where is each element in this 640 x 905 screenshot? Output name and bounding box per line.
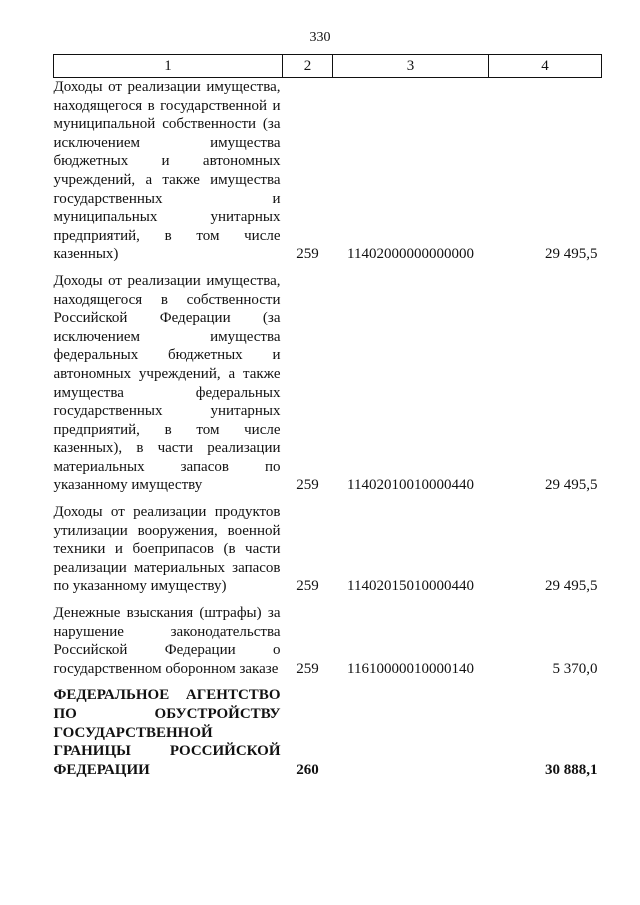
- agency-code: 260: [296, 761, 319, 778]
- row-code: 259: [296, 246, 319, 263]
- row-name: Доходы от реализации имущества, находящегося в государственной и муниципальной собственности (за исключением имущества бюджетных и автономных учреждений, а также имущества государственных и муниципальных унитарных предприятий, в том числе казенных): [53, 79, 281, 263]
- table-row: [54, 272, 602, 495]
- agency-total-row: [54, 686, 602, 779]
- row-amount: 5 370,0: [552, 660, 598, 677]
- row-amount: 29 495,5: [545, 578, 598, 595]
- row-name: Доходы от реализации имущества, находящегося в собственности Российской Федерации (за исключением имущества федеральных бюджетных и автономных учреждений, а также имущества федеральных государственных унитарных предприятий, в том числе казенных), в части реализации материальных запасов по указанному имуществу: [53, 272, 281, 494]
- row-amount: 29 495,5: [545, 246, 598, 263]
- header-col-1: 1: [54, 55, 283, 78]
- row-kbk: 11402015010000440: [347, 578, 474, 595]
- row-name: Доходы от реализации продуктов утилизации вооружения, военной техники и боеприпасов (в части реализации материальных запасов по указанному имуществу): [53, 504, 281, 595]
- row-code: 259: [296, 660, 319, 677]
- agency-kbk: [333, 686, 489, 779]
- table-header-row: [54, 55, 602, 78]
- row-kbk: 11402010010000440: [347, 477, 474, 494]
- table-row: [54, 503, 602, 596]
- table-row: [54, 78, 602, 264]
- row-kbk: 11610000010000140: [347, 660, 474, 677]
- header-col-3: 3: [333, 55, 489, 78]
- page-number: 330: [309, 30, 331, 45]
- row-amount: 29 495,5: [545, 477, 598, 494]
- row-name: Денежные взыскания (штрафы) за нарушение законодательства Российской Федерации о государственном оборонном заказе: [53, 605, 281, 677]
- row-code: 259: [296, 477, 319, 494]
- agency-name: ФЕДЕРАЛЬНОЕ АГЕНТСТВО ПО ОБУСТРОЙСТВУ ГОСУДАРСТВЕННОЙ ГРАНИЦЫ РОССИЙСКОЙ ФЕДЕРАЦИИ: [53, 687, 281, 778]
- header-col-2: 2: [283, 55, 333, 78]
- row-kbk: 11402000000000000: [347, 246, 474, 263]
- header-col-4: 4: [489, 55, 602, 78]
- row-code: 259: [296, 578, 319, 595]
- agency-amount: 30 888,1: [545, 761, 598, 778]
- table-row: [54, 604, 602, 678]
- budget-table: [53, 54, 602, 779]
